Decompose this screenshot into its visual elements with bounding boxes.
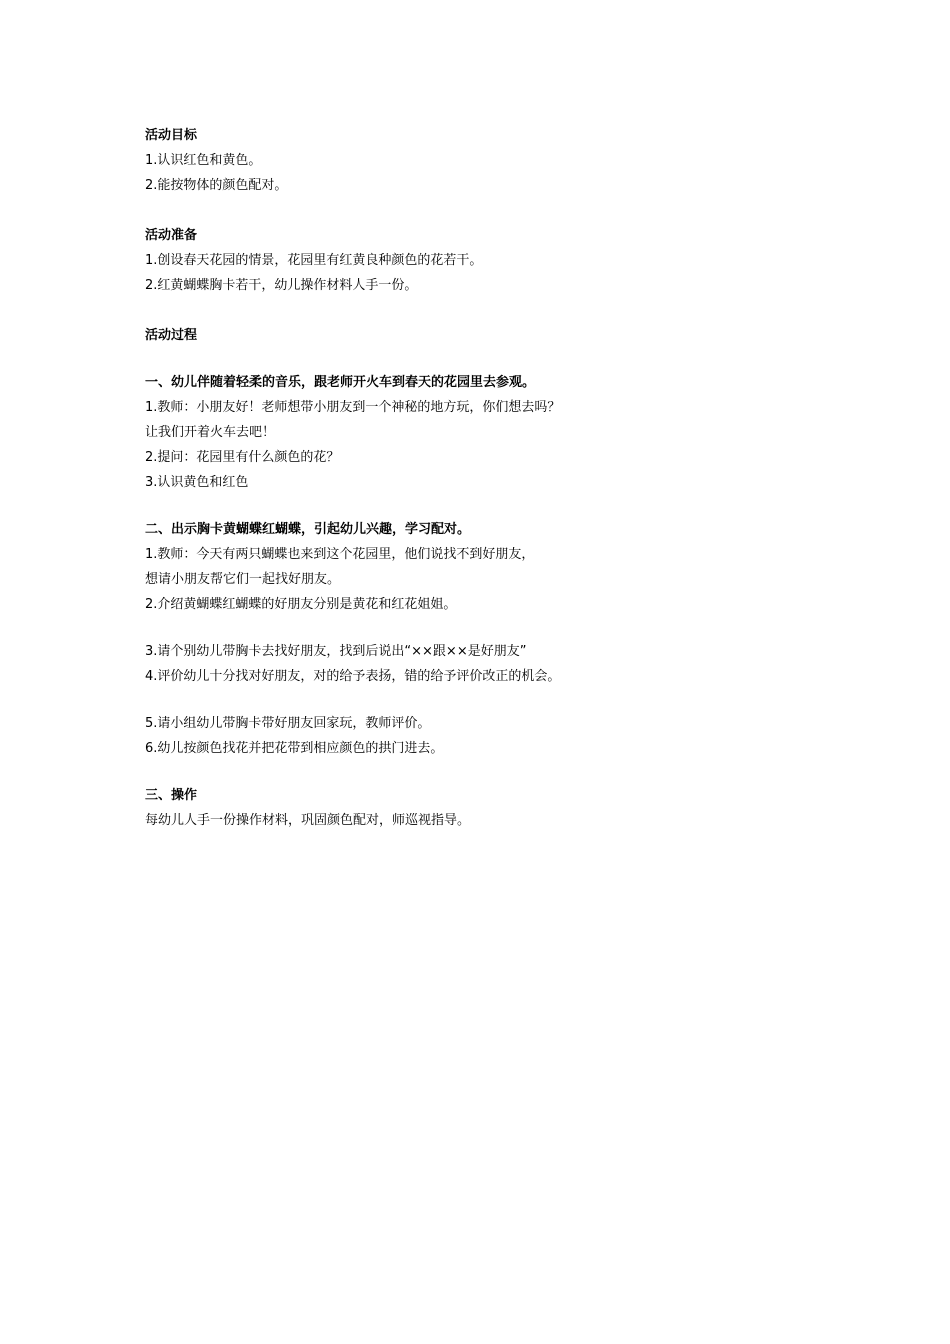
section1-heading: 一、幼儿伴随着轻柔的音乐，跟老师开火车到春天的花园里去参观。 xyxy=(145,375,536,390)
goal-item-2: 2.能按物体的颜色配对。 xyxy=(145,178,288,193)
section2-item-5: 5.请小组幼儿带胸卡带好朋友回家玩，教师评价。 xyxy=(145,716,431,731)
section2-heading: 二、出示胸卡黄蝴蝶红蝴蝶，引起幼儿兴趣，学习配对。 xyxy=(145,522,471,537)
section1-item-3: 3.认识黄色和红色 xyxy=(145,475,249,490)
preparation-item-1: 1.创设春天花园的情景，花园里有红黄良种颜色的花若干。 xyxy=(145,253,483,268)
section1-item-1: 1.教师：小朋友好！老师想带小朋友到一个神秘的地方玩，你们想去吗？ xyxy=(145,400,561,415)
section2-item-1: 1.教师：今天有两只蝴蝶也来到这个花园里，他们说找不到好朋友， xyxy=(145,547,535,562)
goal-item-1: 1.认识红色和黄色。 xyxy=(145,153,262,168)
section2-item-3: 3.请个别幼儿带胸卡去找好朋友，找到后说出“××跟××是好朋友” xyxy=(145,644,527,659)
preparation-item-2: 2.红黄蝴蝶胸卡若干，幼儿操作材料人手一份。 xyxy=(145,278,418,293)
section2-item-6: 6.幼儿按颜色找花并把花带到相应颜色的拱门进去。 xyxy=(145,741,444,756)
section2-item-1-cont: 想请小朋友帮它们一起找好朋友。 xyxy=(145,572,341,587)
process-heading: 活动过程 xyxy=(145,328,198,343)
preparation-heading: 活动准备 xyxy=(145,228,198,243)
section1-item-2: 2.提问：花园里有什么颜色的花？ xyxy=(145,450,340,465)
section3-item-1: 每幼儿人手一份操作材料，巩固颜色配对，师巡视指导。 xyxy=(145,813,471,828)
section2-item-2: 2.介绍黄蝴蝶红蝴蝶的好朋友分别是黄花和红花姐姐。 xyxy=(145,597,457,612)
section3-heading: 三、操作 xyxy=(145,788,198,803)
goals-heading: 活动目标 xyxy=(145,128,198,143)
section1-item-1-cont: 让我们开着火车去吧！ xyxy=(145,425,276,440)
section2-item-4: 4.评价幼儿十分找对好朋友，对的给予表扬，错的给予评价改正的机会。 xyxy=(145,669,561,684)
